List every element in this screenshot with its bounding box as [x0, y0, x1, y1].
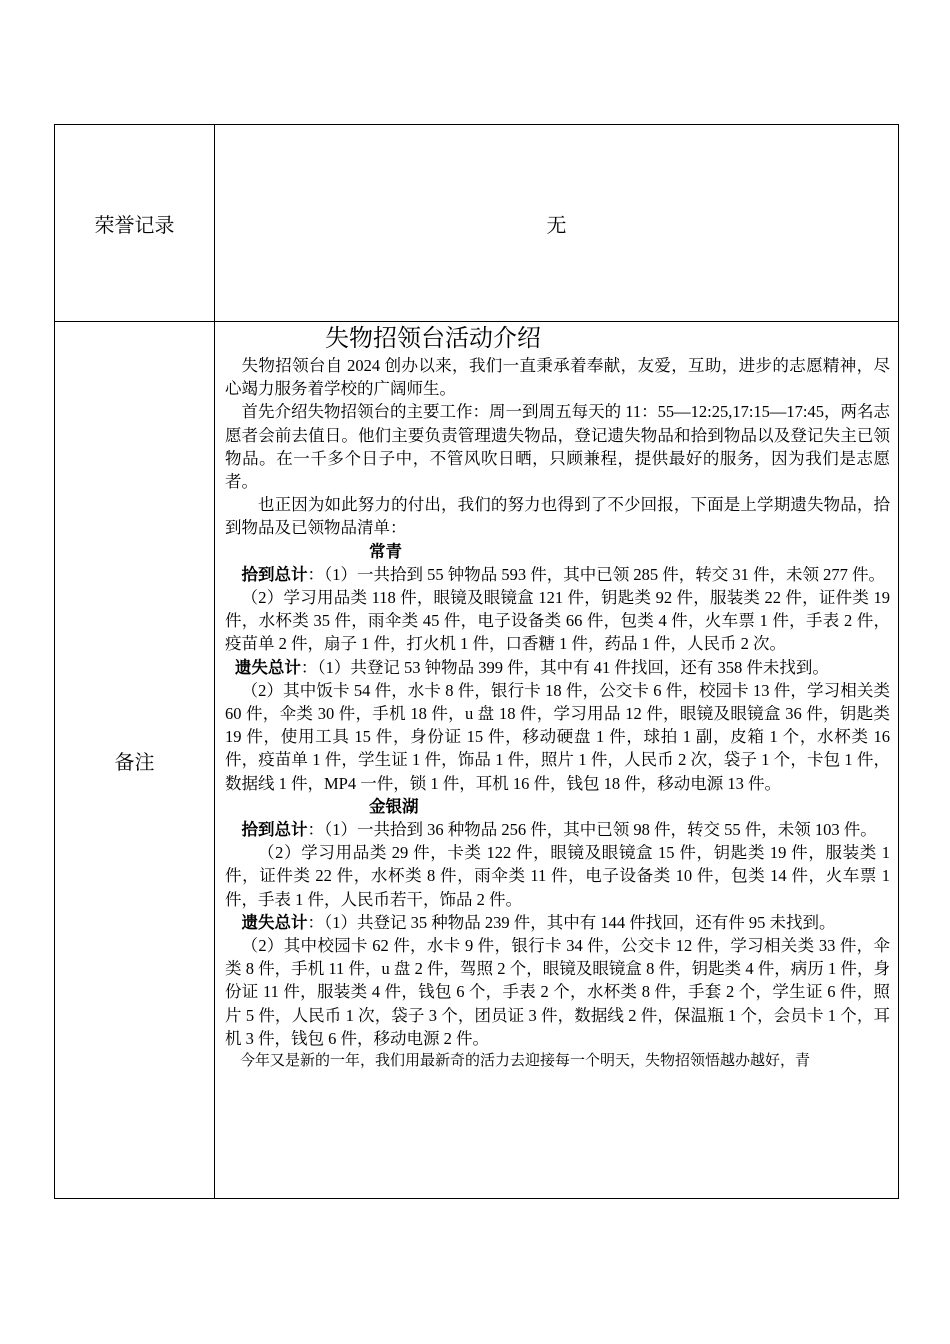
changqing-found-summary: [225, 563, 890, 586]
found-total-label: 拾到总计: [241, 564, 308, 584]
campus-heading-jinyinhu: 金银湖: [369, 796, 419, 816]
note-content: [215, 322, 899, 1199]
intro-paragraph-1: 失物招领台自 2024 创办以来，我们一直秉承着奉献，友爱，互助，进步的志愿精神，尽心竭力服务着学校的广阔师生。: [225, 356, 890, 399]
lost-total-text: ：（1）共登记 53 钟物品 399 件，其中有 41 件找回，还有 358 件未找到。: [300, 657, 829, 677]
note-title: 失物招领台活动介绍: [325, 326, 541, 352]
record-table: [54, 124, 899, 1199]
lost-total-text: ：（1）共登记 35 种物品 239 件，其中有 144 件找回，还有件 95 未找到。: [307, 912, 836, 932]
lost-total-label: 遗失总计: [234, 657, 301, 677]
note-row: [55, 322, 899, 1199]
jinyinhu-lost-detail: （2）其中校园卡 62 件，水卡 9 件，银行卡 34 件，公交卡 12 件，学习相关类 33 件，伞类 8 件，手机 11 件，u 盘 2 件，驾照 2 个，眼镜及眼镜盒 8 件，钥匙类 4 件，病历 1 件，身份证 11 件，服装类 4 件，钱包 6 个，手表 2 个，水杯类 8 件，手套 2 个，学生证 6 件，照片 5 件，人民币 1 次，袋子 3 个，团员证 3 件，数据线 2 件，保温瓶 1 个，会员卡 1 个，耳机 3 件，钱包 6 件，移动电源 2 件。: [225, 936, 891, 1048]
jinyinhu-lost-summary: [225, 911, 890, 934]
intro-paragraph-3: 也正因为如此努力的付出，我们的努力也得到了不少回报，下面是上学期遗失物品，拾到物品及已领物品清单：: [225, 495, 890, 538]
note-label: 备注: [55, 322, 215, 1199]
found-total-label: 拾到总计: [241, 820, 308, 840]
found-total-text: ：（1）一共拾到 36 种物品 256 件，其中已领 98 件，转交 55 件，未领 103 件。: [307, 820, 877, 840]
honor-row: [55, 125, 899, 322]
jinyinhu-found-summary: [225, 818, 890, 841]
lost-total-label: 遗失总计: [241, 912, 308, 932]
intro-paragraph-2: 首先介绍失物招领台的主要工作：周一到周五每天的 11：55—12:25,17:15—17:45，两名志愿者会前去值日。他们主要负责管理遗失物品，登记遗失物品和拾到物品以及登记失主已领物品。在一千多个日子中，不管风吹日晒，只顾兼程，提供最好的服务，因为我们是志愿者。: [225, 402, 890, 492]
changqing-lost-detail: （2）其中饭卡 54 件，水卡 8 件，银行卡 18 件，公交卡 6 件，校园卡 13 件，学习相关类 60 件，伞类 30 件，手机 18 件，u 盘 18 件，学习用品 12 件，眼镜及眼镜盒 36 件，钥匙类 19 件，使用工具 15 件，身份证 15 件，移动硬盘 1 件，球拍 1 副，皮箱 1 个，水杯类 16 件，疫苗单 1 件，学生证 1 件，饰品 1 件，照片 1 件，人民币 2 次，袋子 1 个，卡包 1 件，数据线 1 件，MP4 一件，锁 1 件，耳机 16 件，钱包 18 件，移动电源 13 件。: [225, 680, 891, 793]
changqing-lost-summary: [225, 656, 890, 679]
jinyinhu-found-detail: （2）学习用品类 29 件，卡类 122 件，眼镜及眼镜盒 15 件，钥匙类 19 件，服装类 1 件，证件类 22 件，水杯类 8 件，雨伞类 11 件，电子设备类 10 件，包类 14 件，火车票 1 件，手表 1 件，人民币若干，饰品 2 件。: [225, 843, 890, 909]
campus-heading-changqing: 常青: [369, 541, 402, 561]
found-total-text: ：（1）一共拾到 55 钟物品 593 件，其中已领 285 件，转交 31 件，未领 277 件。: [307, 564, 885, 584]
closing-paragraph: 今年又是新的一年，我们用最新奇的活力去迎接每一个明天，失物招领悟越办越好，青: [240, 1053, 811, 1070]
changqing-found-detail: （2）学习用品类 118 件，眼镜及眼镜盒 121 件，钥匙类 92 件，服装类 22 件，证件类 19 件，水杯类 35 件，雨伞类 45 件，电子设备类 66 件，包类 4 件，火车票 1 件，手表 2 件，疫苗单 2 件，扇子 1 件，打火机 1 件，口香糖 1 件，药品 1 件，人民币 2 次。: [225, 588, 890, 654]
honor-value: 无: [215, 125, 899, 322]
honor-label: 荣誉记录: [55, 125, 215, 322]
